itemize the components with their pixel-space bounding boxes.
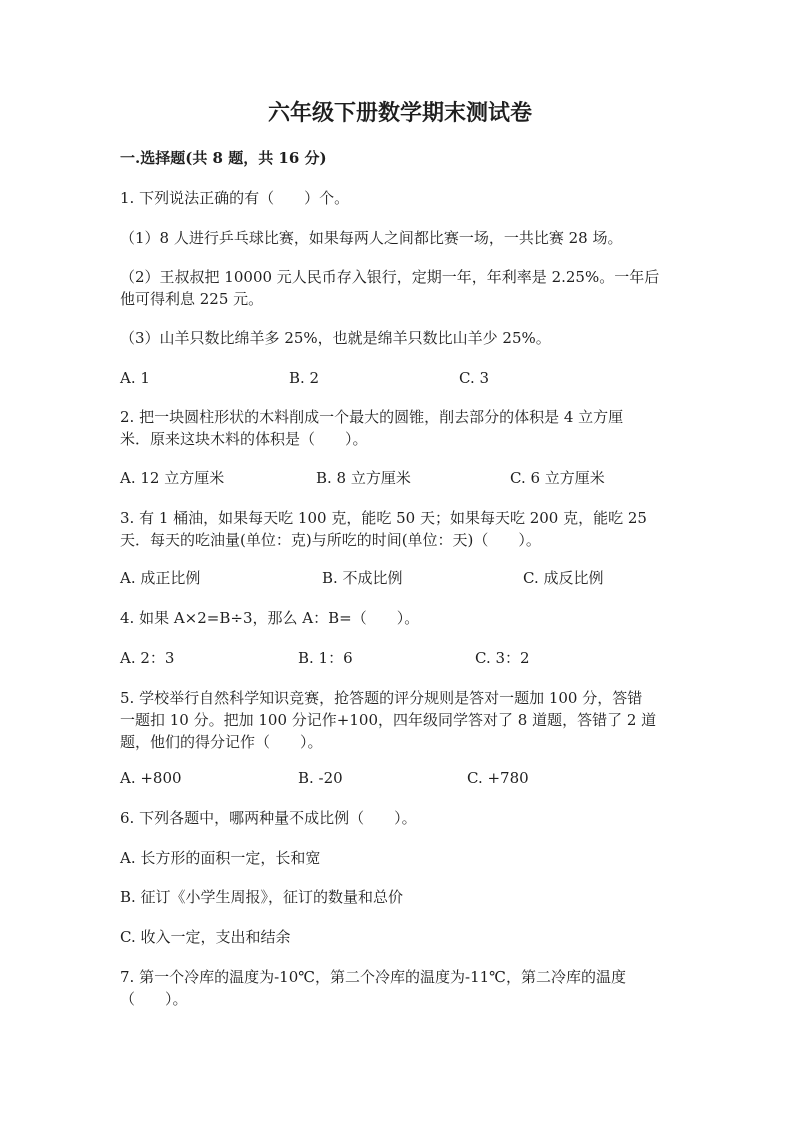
question-5-stem-line-3: 题，他们的得分记作（ ）。 [120, 733, 323, 751]
question-6-stem: 6. 下列各题中，哪两种量不成比例（ ）。 [120, 809, 417, 827]
question-3-stem-line-2: 天．每天的吃油量(单位：克)与所吃的时间(单位：天)（ ）。 [120, 531, 541, 549]
question-1-option-a: A. 1 [120, 369, 150, 387]
question-5-stem-line-2: 一题扣 10 分。把加 100 分记作+100，四年级同学答对了 8 道题，答错了 2 道 [120, 711, 657, 729]
question-2-stem-line-1: 2. 把一块圆柱形状的木料削成一个最大的圆锥，削去部分的体积是 4 立方厘 [120, 408, 624, 426]
question-3-option-b: B. 不成比例 [322, 569, 403, 587]
question-4-option-b: B. 1：6 [298, 649, 353, 667]
question-4-option-a: A. 2：3 [120, 649, 175, 667]
question-7-stem-line-2: （ ）。 [120, 990, 188, 1008]
question-6-option-a: A. 长方形的面积一定，长和宽 [120, 849, 321, 867]
question-6-option-b: B. 征订《小学生周报》，征订的数量和总价 [120, 888, 404, 906]
question-1-statement-3: （3）山羊只数比绵羊多 25%，也就是绵羊只数比山羊少 25%。 [120, 329, 551, 347]
question-4-option-c: C. 3：2 [475, 649, 530, 667]
question-1-statement-1: （1）8 人进行乒乓球比赛，如果每两人之间都比赛一场，一共比赛 28 场。 [120, 229, 623, 247]
question-4-stem: 4. 如果 A×2=B÷3，那么 A：B=（ ）。 [120, 609, 420, 627]
page-title: 六年级下册数学期末测试卷 [267, 100, 532, 126]
question-1-stem: 1. 下列说法正确的有（ ）个。 [120, 189, 350, 207]
question-2-option-b: B. 8 立方厘米 [316, 469, 411, 487]
question-3-option-c: C. 成反比例 [523, 569, 604, 587]
question-2-stem-line-2: 米．原来这块木料的体积是（ ）。 [120, 430, 368, 448]
question-1-statement-2-cont: 他可得利息 225 元。 [120, 290, 264, 308]
question-5-option-b: B. -20 [298, 769, 343, 787]
question-5-option-a: A. +800 [120, 769, 182, 787]
question-6-option-c: C. 收入一定，支出和结余 [120, 928, 291, 946]
question-1-option-c: C. 3 [459, 369, 490, 387]
question-5-stem-line-1: 5. 学校举行自然科学知识竞赛，抢答题的评分规则是答对一题加 100 分，答错 [120, 689, 643, 707]
question-2-option-c: C. 6 立方厘米 [510, 469, 605, 487]
question-2-option-a: A. 12 立方厘米 [120, 469, 225, 487]
question-7-stem-line-1: 7. 第一个冷库的温度为-10℃，第二个冷库的温度为-11℃，第二冷库的温度 [120, 968, 626, 986]
question-1-option-b: B. 2 [289, 369, 320, 387]
section-heading: 一.选择题(共 8 题，共 16 分) [120, 149, 327, 167]
question-5-option-c: C. +780 [467, 769, 529, 787]
question-1-statement-2: （2）王叔叔把 10000 元人民币存入银行，定期一年，年利率是 2.25%。一年后 [120, 268, 660, 286]
question-3-stem-line-1: 3. 有 1 桶油，如果每天吃 100 克，能吃 50 天；如果每天吃 200 克，能吃 25 [120, 509, 647, 527]
question-3-option-a: A. 成正比例 [120, 569, 201, 587]
